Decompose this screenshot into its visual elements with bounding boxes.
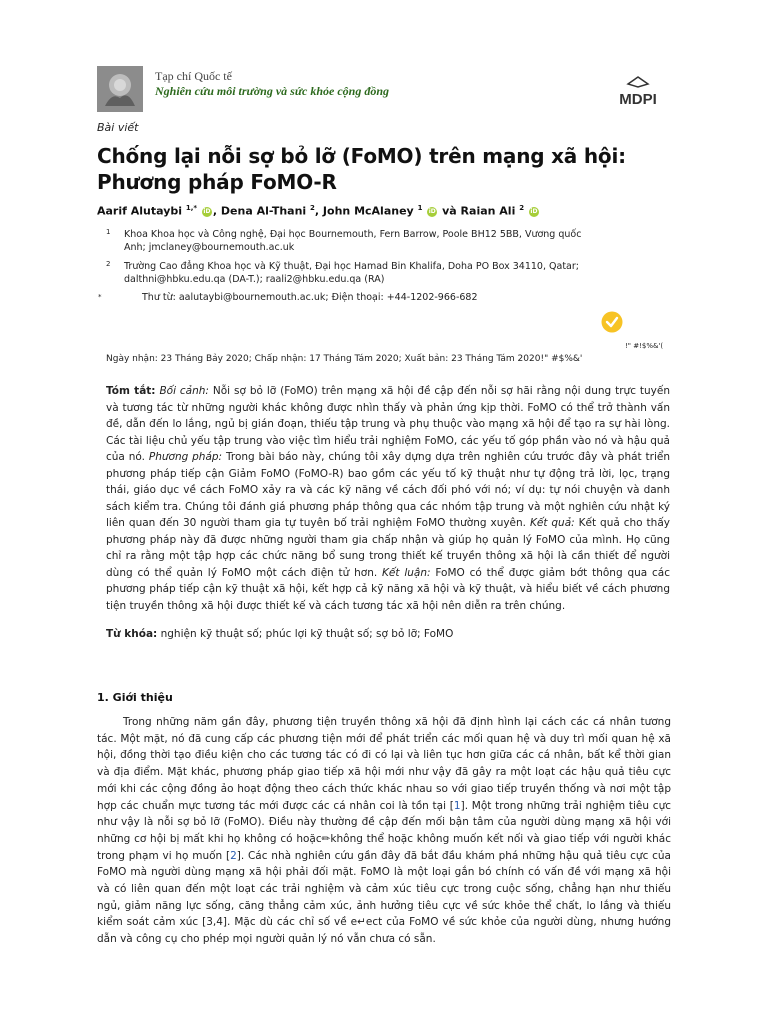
- orcid-icon[interactable]: iD: [203, 207, 211, 215]
- abstract-label: Tóm tắt:: [106, 385, 156, 397]
- author-2-affil: 2: [310, 204, 315, 212]
- abstract: [106, 383, 670, 614]
- author-1[interactable]: Aarif Alutaybi: [97, 204, 183, 218]
- author-4-affil: 2: [519, 204, 525, 212]
- paragraph-text: ]. Các nhà nghiên cứu gần đây đã bắt đầu khám phá những hậu quả tiêu cực của FoMO mà người dùng mạng xã hội phải đối mặt. FoMO là một loại gắn bó chính có vấn đề với mạng xã hội và có liên quan đến một loạt các trải nghiệm và cảm xúc tiêu cực trong cuộc sống, chẳng hạn như thiếu ngủ, giảm năng lực sống, căng thẳng cảm xúc, ảnh hưởng tiêu cực về sức khỏe thể chất, lo lắng và thiếu kiểm soát cảm xúc [3,4]. Mặc dù các chỉ số về e↵ect của FoMO về sức khỏe của người dùng, nhưng hướng dẫn và công cụ cho phép mọi người quản lý nó vẫn chưa có sẵn.: [97, 849, 671, 946]
- methods-label: Phương pháp:: [148, 451, 223, 463]
- journal-logo-icon: [97, 66, 143, 112]
- affiliation-2: Trường Cao đẳng Khoa học và Kỹ thuật, Đại học Hamad Bin Khalifa, Doha PO Box 34110, Qatar; dalthni@hbku.edu.qa (DA-T.); raali2@hbku.edu.qa (RA): [124, 261, 579, 285]
- affiliation-1-number: 1: [106, 228, 111, 236]
- section-heading: 1. Giới thiệu: [97, 691, 173, 704]
- correspondence: Thư từ: aalutaybi@bournemouth.ac.uk; Điện thoại: +44-1202-966-682: [142, 292, 478, 303]
- background-text: Nỗi sợ bỏ lỡ (FoMO) trên mạng xã hội đề cập đến nỗi sợ hãi rằng nội dung trực tuyến và tương tác từ những người khác không được nhìn thấy và phản ứng kịp thời. FoMO có thể trở thành vấn đề, dẫn đến lo lắng, ngủ bị gián đoạn, thiếu tập trung và phụ thuộc vào mạng xã hội để tạo ra sự hài lòng. Các tài liệu chủ yếu tập trung vào việc tìm hiểu trải nghiệm FoMO, các yếu tố góp phần vào nó và hậu quả của nó.: [106, 385, 670, 463]
- keywords-text: nghiện kỹ thuật số; phúc lợi kỹ thuật số; sợ bỏ lỡ; FoMO: [160, 628, 454, 640]
- results-label: Kết quả:: [529, 517, 575, 529]
- mdpi-logo-icon: [611, 76, 666, 108]
- check-for-updates-label[interactable]: !" #!$%&'(: [625, 342, 664, 350]
- orcid-icon[interactable]: iD: [428, 207, 436, 215]
- author-4[interactable]: và Raian Ali: [442, 204, 516, 218]
- paragraph-text: ]. Một trong những trải nghiệm tiêu cực như vậy là nỗi sợ bỏ lỡ (FoMO). Điều này thường đề cập đến mối bận tâm của người dùng mạng xã hội với những cơ hội bị mất khi họ không có hoặc✏không thể hoặc không muốn kết nối và giao tiếp với người khác trong phạm vi họ muốn [: [97, 799, 671, 862]
- check-for-updates-icon[interactable]: [601, 311, 623, 333]
- svg-text:MDPI: MDPI: [619, 91, 657, 108]
- author-list: [97, 204, 540, 218]
- conclusions-text: FoMO có thể được giảm bớt thông qua các phương pháp tiếp cận kỹ thuật xã hội, kết hợp cả kỹ năng xã hội và kỹ thuật, và hiểu biết về cách phương tiện truyền thông xã hội được thiết kế và cách tương tác xã hội nên diễn ra trên chúng.: [106, 566, 671, 612]
- affiliation-1: Khoa Khoa học và Công nghệ, Đại học Bournemouth, Fern Barrow, Poole BH12 5BB, Vương quốc Anh; jmclaney@bournemouth.ac.uk: [124, 229, 582, 253]
- background-label: Bối cảnh:: [159, 385, 209, 397]
- publication-dates: Ngày nhận: 23 Tháng Bảy 2020; Chấp nhận: 17 Tháng Tám 2020; Xuất bản: 23 Tháng Tám 2020!" #$%&': [106, 354, 583, 364]
- article-title: Chống lại nỗi sợ bỏ lỡ (FoMO) trên mạng xã hội: Phương pháp FoMO-R: [97, 144, 626, 194]
- keywords-label: Từ khóa:: [106, 628, 158, 640]
- citation-link[interactable]: 2: [230, 849, 237, 862]
- paragraph-text: Trong những năm gần đây, phương tiện truyền thông xã hội đã định hình lại cách các cá nhân tương tác. Một mặt, nó đã cung cấp các phương tiện mới để phát triển các mối quan hệ và duy trì mối quan hệ xã hội, đồng thời tạo điều kiện cho các tương tác có đi có lại và liên tục hơn giữa các cá nhân, bất kể thời gian và địa điểm. Mặt khác, phương pháp giao tiếp xã hội mới như vậy đã gây ra một loạt các hậu quả tiêu cực mới khi các cộng đồng ảo hoạt động theo cách thức khác nhau so với giao tiếp truyền thống và nơi một tập hợp các chuẩn mực tương tác mới được các cá nhân coi là tồn tại [: [97, 716, 671, 812]
- conclusions-label: Kết luận:: [382, 566, 431, 579]
- keywords: [106, 628, 670, 640]
- orcid-icon[interactable]: iD: [530, 207, 538, 215]
- article-type: Bài viết: [97, 121, 139, 134]
- citation-link[interactable]: 1: [453, 799, 461, 812]
- correspondence-marker: *: [98, 293, 102, 301]
- author-2[interactable]: , Dena Al-Thani: [212, 204, 307, 218]
- methods-text: Trong bài báo này, chúng tôi xây dựng dựa trên nghiên cứu trước đây và phát triển phương pháp tiếp cận Giảm FoMO (FoMO-R) bao gồm các yếu tố kỹ thuật như tự động trả lời, lọc, trạng thái, giáo dục về cách FoMO xảy ra và các kỹ năng về cách đối phó với nó; ví dụ: tự nói chuyện và danh sách kiểm tra. Chúng tôi đánh giá phương pháp thông qua các nhóm tập trung và một nghiên cứu nhật ký liên quan đến 30 người tham gia tự tuyên bố trải nghiệm FoMO thường xuyên.: [106, 451, 671, 529]
- section-body: [97, 714, 671, 948]
- affiliation-2-number: 2: [106, 260, 111, 268]
- results-text: Kết quả cho thấy phương pháp này đã được những người tham gia chấp nhận và giúp họ quản lý FoMO của mình. Họ cũng chỉ ra rằng một tập hợp các chức năng bổ sung trong thiết kế truyền thông xã hội là cần thiết để người dùng có thể quản lý FoMO một cách điện tử hơn.: [106, 517, 670, 579]
- journal-name-line1: Tạp chí Quốc tế: [155, 69, 232, 83]
- author-3-affil: 1: [417, 204, 423, 212]
- author-1-affil: 1,*: [185, 204, 198, 212]
- journal-name-line2: Nghiên cứu môi trường và sức khỏe cộng đồng: [155, 84, 390, 98]
- author-3[interactable]: , John McAlaney: [314, 204, 414, 218]
